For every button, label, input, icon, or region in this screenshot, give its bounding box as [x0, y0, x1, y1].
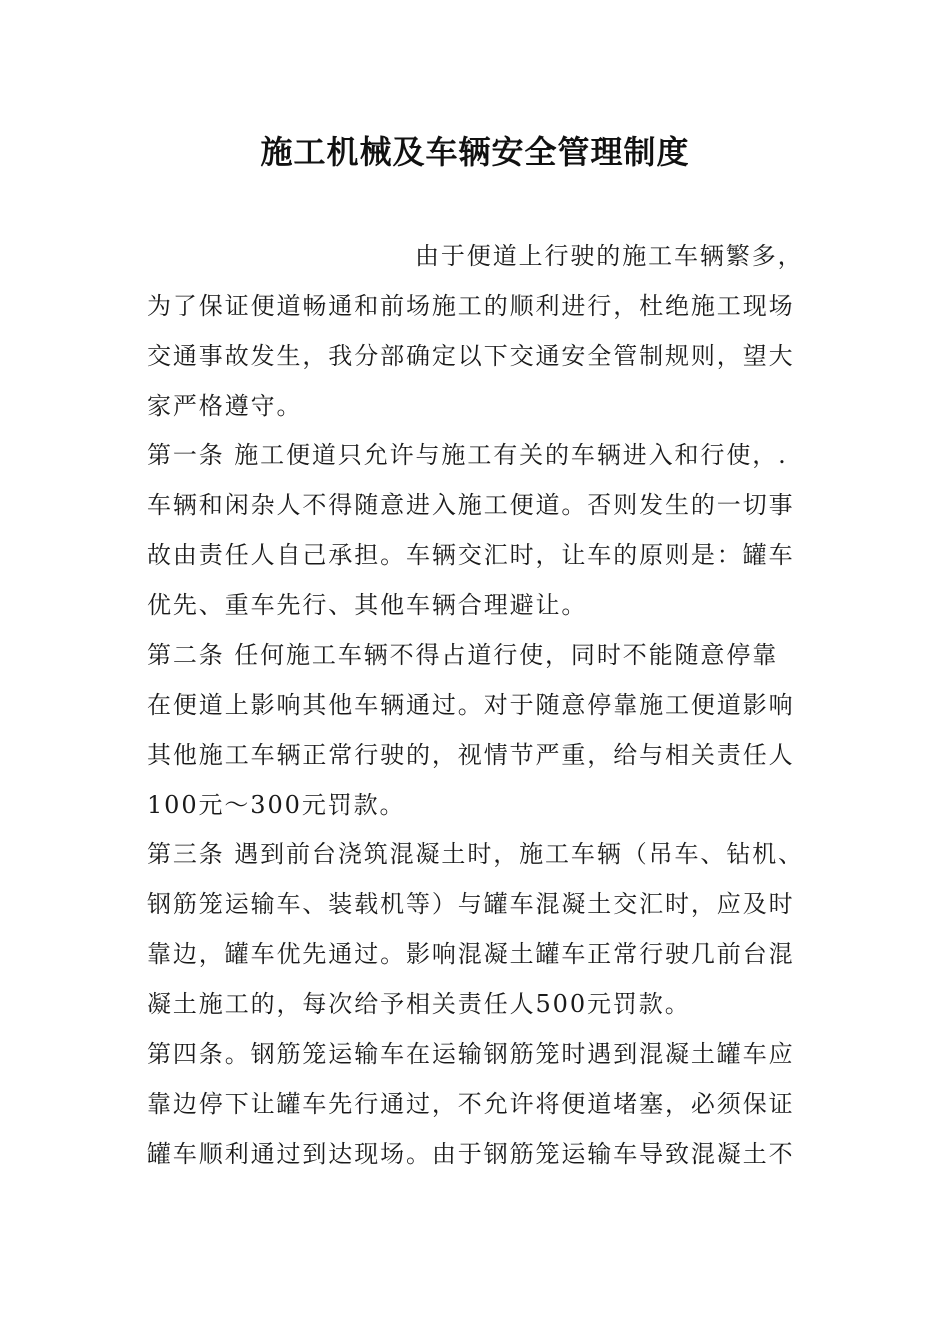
paragraph-line: 交通事故发生，我分部确定以下交通安全管制规则，望大 — [147, 342, 795, 370]
paragraph-line: 钢筋笼运输车、装载机等）与罐车混凝土交汇时，应及时 — [147, 890, 795, 918]
paragraph-line: 由于便道上行驶的施工车辆繁多， — [415, 242, 804, 270]
paragraph-line: 凝土施工的，每次给予相关责任人500元罚款。 — [147, 990, 691, 1018]
paragraph-line: 其他施工车辆正常行驶的，视情节严重，给与相关责任人 — [147, 741, 795, 769]
paragraph-line: 第二条 任何施工车辆不得占道行使，同时不能随意停靠 — [147, 641, 779, 669]
document-title: 施工机械及车辆安全管理制度 — [260, 133, 690, 171]
paragraph-line: 罐车顺利通过到达现场。由于钢筋笼运输车导致混凝土不 — [147, 1140, 795, 1168]
paragraph-line: 为了保证便道畅通和前场施工的顺利进行，杜绝施工现场 — [147, 292, 795, 320]
paragraph-line: 第四条。钢筋笼运输车在运输钢筋笼时遇到混凝土罐车应 — [147, 1040, 795, 1068]
paragraph-line: 优先、重车先行、其他车辆合理避让。 — [147, 591, 588, 619]
paragraph-line: 第三条 遇到前台浇筑混凝土时，施工车辆（吊车、钻机、 — [147, 840, 805, 868]
paragraph-line: 故由责任人自己承担。车辆交汇时，让车的原则是：罐车 — [147, 541, 795, 569]
paragraph-line: 靠边停下让罐车先行通过，不允许将便道堵塞，必须保证 — [147, 1090, 795, 1118]
paragraph-line: 车辆和闲杂人不得随意进入施工便道。否则发生的一切事 — [147, 491, 795, 519]
paragraph-line: 家严格遵守。 — [147, 392, 303, 420]
paragraph-line: 100元～300元罚款。 — [147, 791, 406, 819]
paragraph-line: 第一条 施工便道只允许与施工有关的车辆进入和行使，. — [147, 441, 788, 469]
paragraph-line: 在便道上影响其他车辆通过。对于随意停靠施工便道影响 — [147, 691, 795, 719]
paragraph-line: 靠边，罐车优先通过。影响混凝土罐车正常行驶几前台混 — [147, 940, 795, 968]
